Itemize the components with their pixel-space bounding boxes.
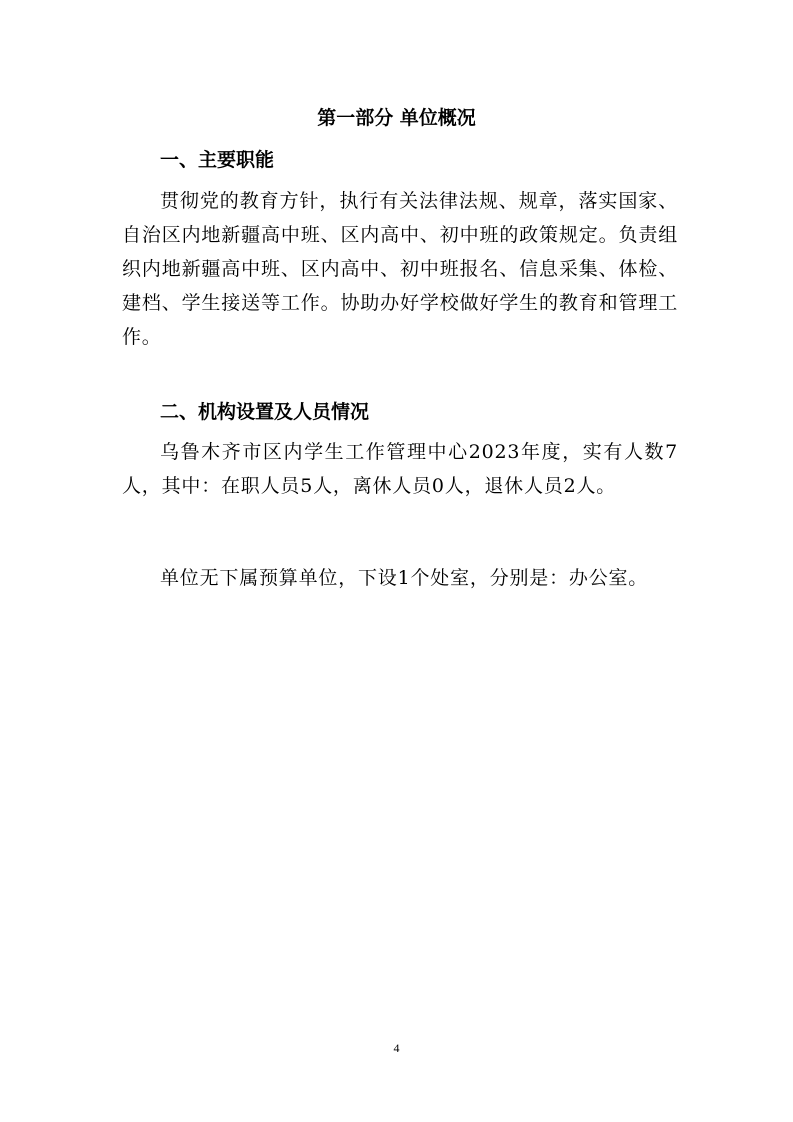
functions-paragraph: 贯彻党的教育方针，执行有关法律法规、规章，落实国家、自治区内地新疆高中班、区内高中、初中班的政策规定。负责组织内地新疆高中班、区内高中、初中班报名、信息采集、体检、建档、学生接送等工作。协助办好学校做好学生的教育和管理工作。 [122, 190, 678, 348]
page-title: 第一部分 单位概况 [317, 107, 476, 129]
section-heading-organization: 二、机构设置及人员情况 [160, 401, 370, 423]
page-number: 4 [393, 1041, 400, 1055]
section-heading-functions: 一、主要职能 [160, 149, 275, 171]
staffing-paragraph: 乌鲁木齐市区内学生工作管理中心2023年度，实有人数7人，其中：在职人员5人，离休人员0人，退休人员2人。 [122, 441, 678, 497]
departments-paragraph: 单位无下属预算单位，下设1个处室，分别是：办公室。 [160, 567, 649, 589]
